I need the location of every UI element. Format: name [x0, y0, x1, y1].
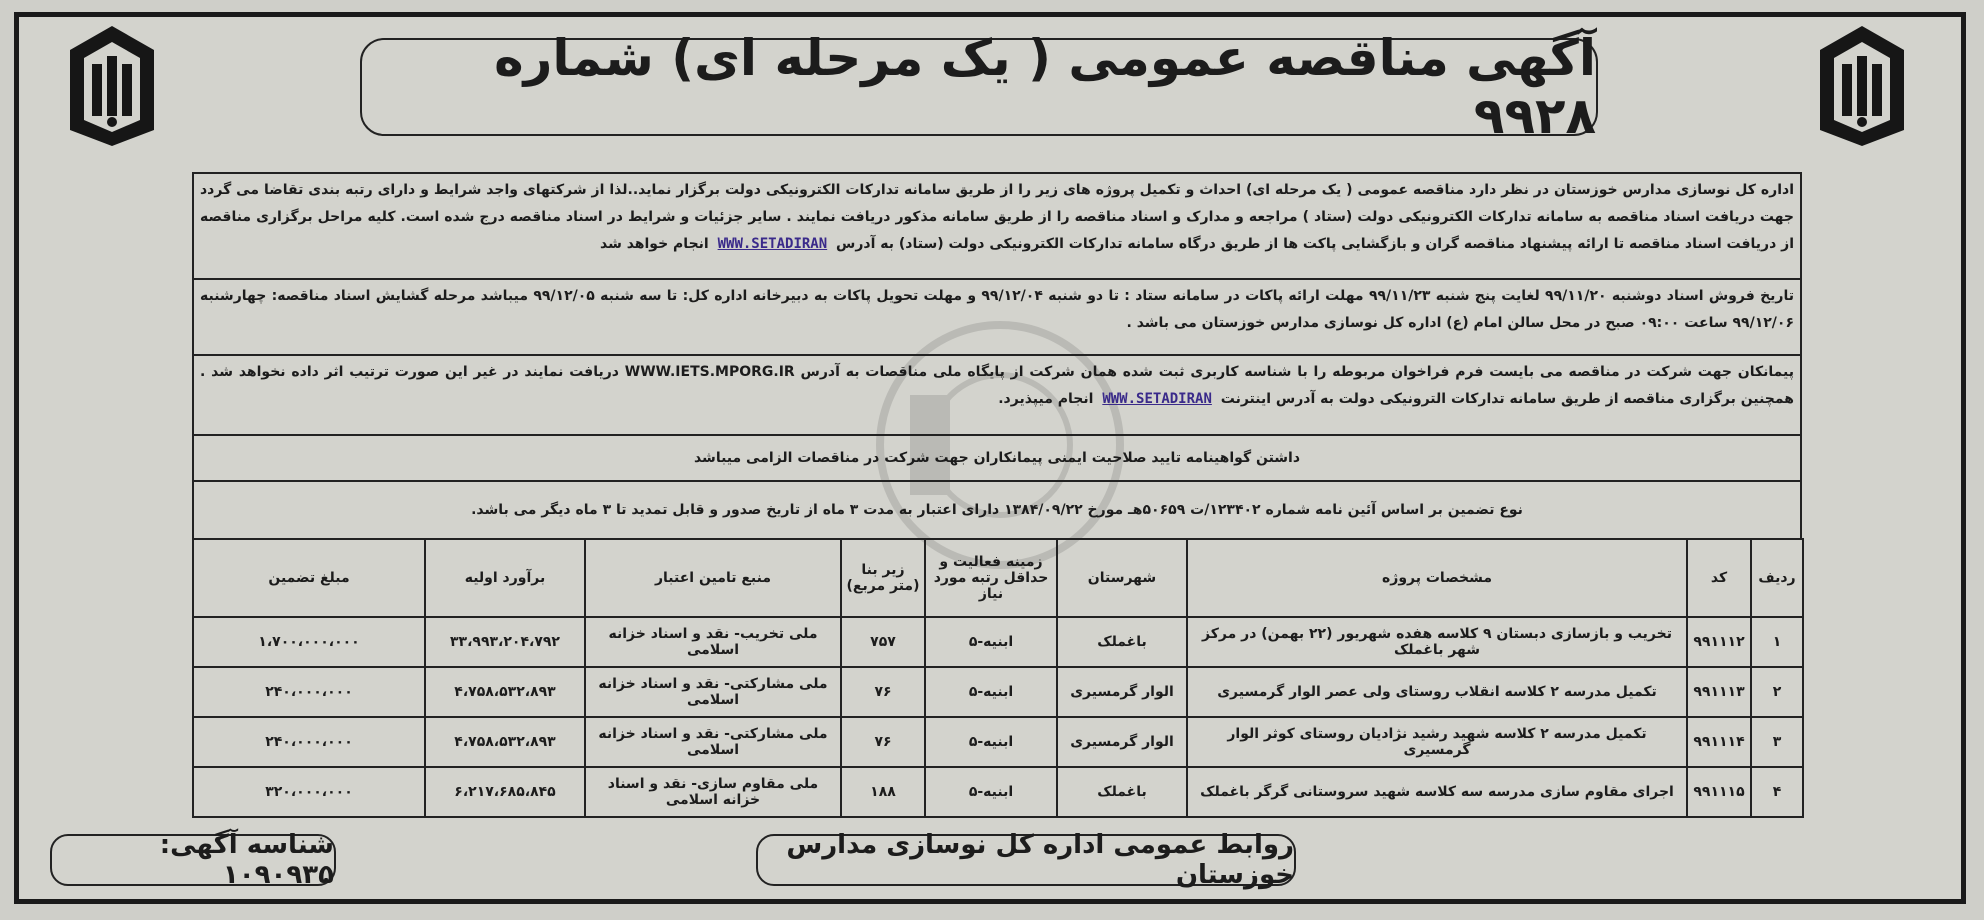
table-row	[193, 717, 1803, 767]
cell-estimate: ۴،۷۵۸،۵۳۲،۸۹۳	[425, 667, 585, 717]
intro-section	[194, 174, 1800, 280]
guarantee-text: نوع تضمین بر اساس آئین نامه شماره ۱۲۳۴۰۲/ت ۵۰۶۵۹هـ مورخ ۱۳۸۴/۰۹/۲۲ دارای اعتبار به مدت ۳ ماه از تاریخ صدور و قابل تمدید تا ۳ ماه دیگر می باشد.	[471, 501, 1523, 518]
cell-estimate: ۴،۷۵۸،۵۳۲،۸۹۳	[425, 717, 585, 767]
cell-guarantee: ۲۴۰،۰۰۰،۰۰۰	[193, 667, 425, 717]
emblem-logo-right	[1812, 22, 1912, 150]
ad-id-text: شناسه آگهی: ۱۰۹۰۹۳۵	[159, 830, 334, 890]
notice-title	[360, 29, 1598, 145]
cell-row-number: ۴	[1751, 767, 1803, 817]
intro-text: اداره کل نوسازی مدارس خوزستان در نظر دارد مناقصه عمومی ( یک مرحله ای) احداث و تکمیل پروژه های زیر را از طریق سامانه تدارکات الکترونیکی دولت برگزار نماید..لذا از شرکتهای واجد شرایط و دارای رتبه بندی تقاضا می گردد جهت دریافت اسناد مناقصه به سامانه تدارکات الکترونیکی دولت (ستاد ) مراجعه و مدارک و اسناد مناقصه را از طریق سامانه مذکور دریافت نمایند . سایر جزئیات و شرایط در اسناد مناقصه درج شده است. کلیه مراحل برگزاری مناقصه از دریافت اسناد مناقصه تا ارائه پیشنهاد مناقصه گران و بازگشایی پاکت ها از طریق درگاه سامانه تدارکات الکترونیکی دولت (ستاد) به آدرس	[200, 182, 1794, 252]
emblem-logo-left	[62, 22, 162, 150]
setadiran-link-1[interactable]: WWW.SETADIRAN	[717, 236, 828, 252]
col-estimate: برآورد اولیه	[425, 539, 585, 617]
cell-activity: ابنیه-۵	[925, 717, 1057, 767]
cell-activity: ابنیه-۵	[925, 667, 1057, 717]
cell-area: ۷۵۷	[841, 617, 925, 667]
col-funding: منبع تامین اعتبار	[585, 539, 841, 617]
contractors-text-end: انجام میپذیرد.	[998, 391, 1094, 407]
cell-funding: ملی تخریب- نقد و اسناد خزانه اسلامی	[585, 617, 841, 667]
cell-guarantee: ۱،۷۰۰،۰۰۰،۰۰۰	[193, 617, 425, 667]
col-project: مشخصات پروژه	[1187, 539, 1687, 617]
cell-city: الوار گرمسیری	[1057, 667, 1187, 717]
cell-project: تکمیل مدرسه ۲ کلاسه شهید رشید نژادیان روستای کوثر الوار گرمسیری	[1187, 717, 1687, 767]
cell-area: ۱۸۸	[841, 767, 925, 817]
cell-estimate: ۶،۲۱۷،۶۸۵،۸۴۵	[425, 767, 585, 817]
dates-section	[194, 280, 1800, 356]
cell-code: ۹۹۱۱۱۴	[1687, 717, 1751, 767]
guarantee-section	[194, 482, 1800, 538]
intro-text-end: انجام خواهد شد	[599, 236, 709, 252]
contractors-text: پیمانکان جهت شرکت در مناقصه می بایست فرم فراخوان مربوطه را با شناسه کاربری ثبت شده همان شرکت از پایگاه ملی مناقصات به آدرس WWW.IETS.MPORG.IR دریافت نمایند در غیر این صورت ترتیب اثر داده نخواهد شد . همچنین برگزاری مناقصه از طریق سامانه تدارکات الترونیکی دولت به آدرس اینترنت	[200, 364, 1795, 407]
table-row	[193, 767, 1803, 817]
col-area: زیر بنا (متر مربع)	[841, 539, 925, 617]
cell-row-number: ۳	[1751, 717, 1803, 767]
table-header-row	[193, 539, 1803, 617]
cell-code: ۹۹۱۱۱۵	[1687, 767, 1751, 817]
public-relations-text: روابط عمومی اداره کل نوسازی مدارس خوزستان	[786, 830, 1294, 890]
cell-project: تخریب و بازسازی دبستان ۹ کلاسه هفده شهریور (۲۲ بهمن) در مرکز شهر باغملک	[1187, 617, 1687, 667]
cell-area: ۷۶	[841, 717, 925, 767]
cell-code: ۹۹۱۱۱۲	[1687, 617, 1751, 667]
cell-guarantee: ۲۴۰،۰۰۰،۰۰۰	[193, 717, 425, 767]
certificate-section	[194, 436, 1800, 482]
cell-estimate: ۳۳،۹۹۳،۲۰۴،۷۹۲	[425, 617, 585, 667]
cell-city: باغملک	[1057, 767, 1187, 817]
table-row	[193, 617, 1803, 667]
ad-id-box	[50, 830, 336, 890]
public-relations-box	[756, 830, 1296, 890]
cell-activity: ابنیه-۵	[925, 767, 1057, 817]
setadiran-link-2[interactable]: WWW.SETADIRAN	[1102, 391, 1212, 407]
cell-city: الوار گرمسیری	[1057, 717, 1187, 767]
notice-title-text: آگهی مناقصه عمومی ( یک مرحله ای) شماره ۹۹۲۸	[494, 29, 1596, 145]
cell-funding: ملی مشارکتی- نقد و اسناد خزانه اسلامی	[585, 667, 841, 717]
col-row-number: ردیف	[1751, 539, 1803, 617]
cell-project: اجرای مقاوم سازی مدرسه سه کلاسه شهید سروستانی گرگر باغملک	[1187, 767, 1687, 817]
cell-guarantee: ۳۲۰،۰۰۰،۰۰۰	[193, 767, 425, 817]
cell-funding: ملی مشارکتی- نقد و اسناد خزانه اسلامی	[585, 717, 841, 767]
certificate-text: داشتن گواهینامه تایید صلاحیت ایمنی پیمانکاران جهت شرکت در مناقصات الزامی میباشد	[693, 449, 1301, 466]
cell-row-number: ۱	[1751, 617, 1803, 667]
col-city: شهرستان	[1057, 539, 1187, 617]
contractors-section	[194, 356, 1800, 436]
col-guarantee: مبلغ تضمین	[193, 539, 425, 617]
cell-project: تکمیل مدرسه ۲ کلاسه انقلاب روستای ولی عصر الوار گرمسیری	[1187, 667, 1687, 717]
dates-text: تاریخ فروش اسناد دوشنبه ۹۹/۱۱/۲۰ لغایت پنج شنبه ۹۹/۱۱/۲۳ مهلت ارائه پاکات در سامانه ستاد : تا دو شنبه ۹۹/۱۲/۰۴ و مهلت تحویل پاکات به دبیرخانه اداره کل: تا سه شنبه ۹۹/۱۲/۰۵ میباشد مرحله گشایش اسناد مناقصه: چهارشنبه ۹۹/۱۲/۰۶ ساعت ۰۹:۰۰ صبح در محل سالن امام (ع) اداره کل نوسازی مدارس خوزستان می باشد .	[200, 288, 1794, 331]
cell-city: باغملک	[1057, 617, 1187, 667]
cell-row-number: ۲	[1751, 667, 1803, 717]
notice-body	[192, 172, 1802, 540]
col-code: کد	[1687, 539, 1751, 617]
table-row	[193, 667, 1803, 717]
cell-code: ۹۹۱۱۱۳	[1687, 667, 1751, 717]
projects-table	[192, 538, 1804, 818]
col-activity: زمینه فعالیت و حداقل رتبه مورد نیاز	[925, 539, 1057, 617]
cell-area: ۷۶	[841, 667, 925, 717]
cell-activity: ابنیه-۵	[925, 617, 1057, 667]
cell-funding: ملی مقاوم سازی- نقد و اسناد خزانه اسلامی	[585, 767, 841, 817]
